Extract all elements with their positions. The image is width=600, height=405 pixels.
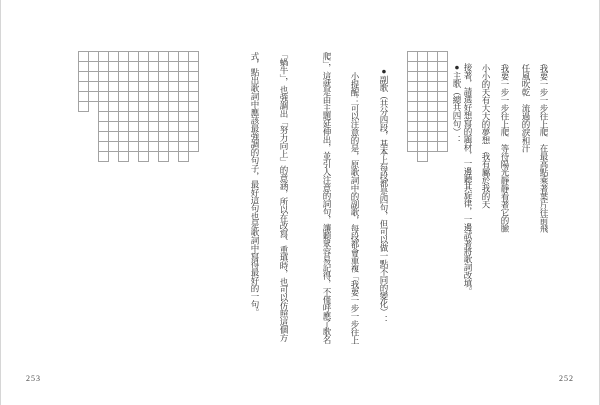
verse-heading: ●主歌（總共四句）： <box>452 62 462 144</box>
lyric-line-3: 我要一步一步往上爬 等待陽光靜靜看著它的臉 <box>500 64 510 232</box>
page-number-252: 252 <box>559 374 574 383</box>
page-number-253: 253 <box>26 374 41 383</box>
reminder-note-continued: 爬」，這就是由主題延伸出，並引人注意的詞句，讓聽眾容易記得，不僅呼應了歌名 <box>322 52 332 344</box>
chorus-manuscript-grid <box>78 51 198 161</box>
grid-cell <box>437 141 448 152</box>
chorus-heading: ●副歌（共分四段，基本上每段都是四句，但可以做一點不同的變化）： <box>379 66 389 324</box>
lyric-line-4: 小小的天有大大的夢想 我有屬於我的天 <box>481 64 491 208</box>
grid-cell <box>178 151 189 162</box>
body-text-snail-continued: 式，點出歌詞中應該最強調的句子，最好這句也是歌詞中寫得最好的一句。 <box>250 52 260 316</box>
grid-cell <box>138 151 149 162</box>
grid-cell <box>118 151 129 162</box>
verse-manuscript-grid <box>407 51 447 161</box>
grid-column <box>437 51 448 151</box>
grid-cell <box>78 101 89 112</box>
body-text-snail: 「蝸牛」，也強調出「努力向上」的意涵，所以在改寫、重填時，也可以仿照這個方 <box>279 50 289 342</box>
instruction-paragraph: 接著，請選好想寫的題材，一邊聽其旋律，一邊試著將歌詞改填。 <box>463 63 473 295</box>
reminder-note: 小提醒：可以注意的是，原歌詞中的副歌，每段都會重複「我要一步一步往上 <box>350 72 360 344</box>
grid-cell <box>98 151 109 162</box>
lyric-line-1: 我要一步一步往上爬 在最高點乘著葉片往前飛 <box>539 64 549 232</box>
grid-column <box>188 51 199 151</box>
grid-cell <box>417 151 428 162</box>
lyric-line-2: 任風吹乾 流過的淚和汗 <box>521 64 531 152</box>
grid-cell <box>188 141 199 152</box>
grid-cell <box>158 151 169 162</box>
